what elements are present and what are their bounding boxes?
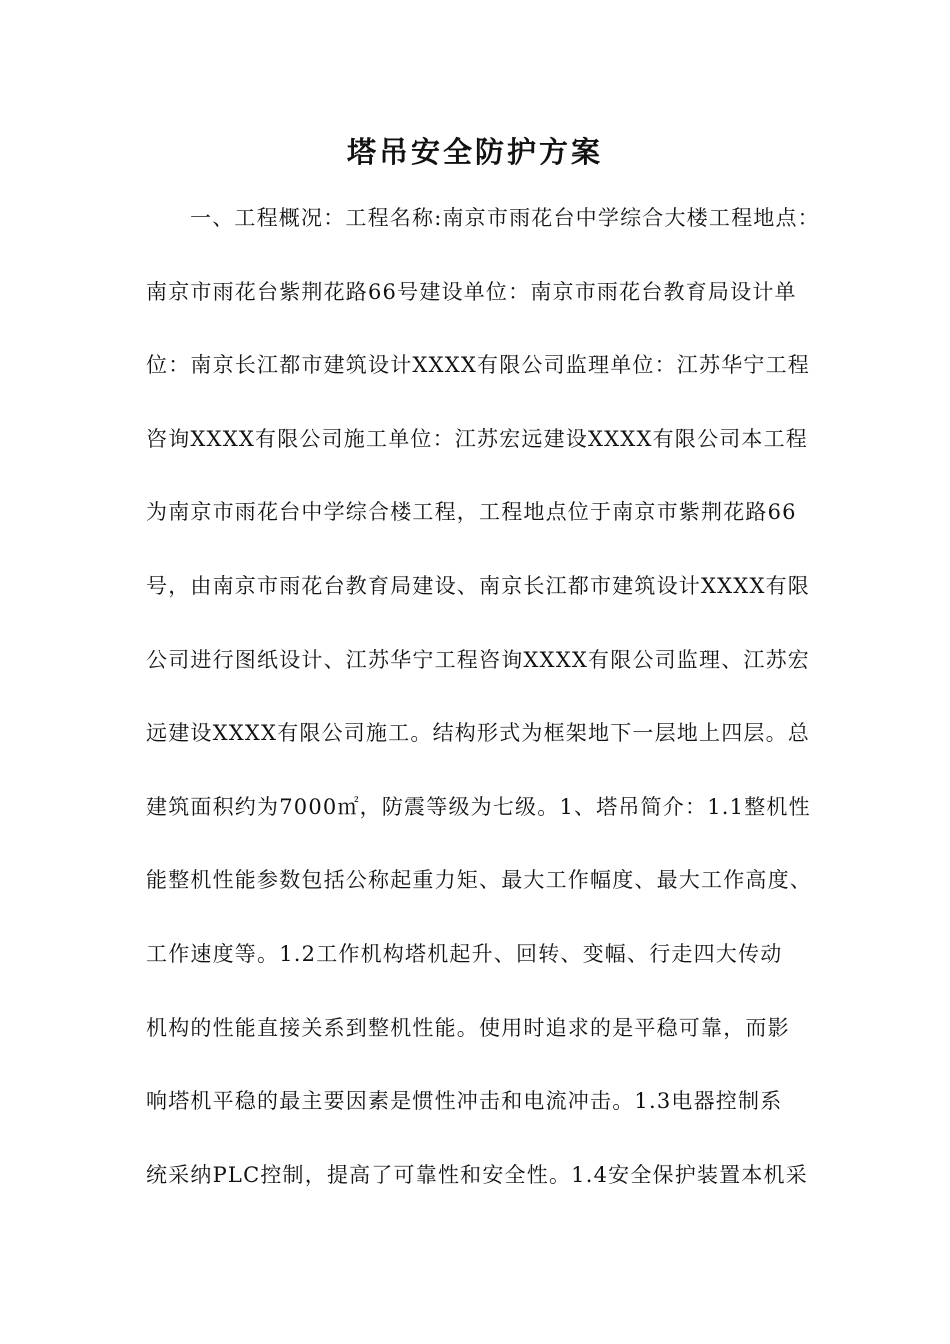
body-line: 南京市雨花台紫荆花路66号建设单位：南京市雨花台教育局设计单: [146, 279, 797, 304]
body-line: 能整机性能参数包括公称起重力矩、最大工作幅度、最大工作高度、: [146, 868, 812, 893]
body-line: 机构的性能直接关系到整机性能。使用时追求的是平稳可靠，而影: [146, 1015, 790, 1040]
body-line: 统采纳PLC控制，提高了可靠性和安全性。1.4安全保护装置本机采: [146, 1162, 808, 1187]
body-line: 公司进行图纸设计、江苏华宁工程咨询XXXX有限公司监理、江苏宏: [146, 647, 810, 672]
body-line: 位：南京长江都市建筑设计XXXX有限公司监理单位：江苏华宁工程: [146, 353, 810, 378]
body-line: 工作速度等。1.2工作机构塔机起升、回转、变幅、行走四大传动: [146, 941, 783, 966]
body-line: 号，由南京市雨花台教育局建设、南京长江都市建筑设计XXXX有限: [146, 573, 810, 598]
body-line: 建筑面积约为7000㎡，防震等级为七级。1、塔吊简介：1.1整机性: [146, 794, 811, 819]
body-line: 远建设XXXX有限公司施工。结构形式为框架地下一层地上四层。总: [146, 721, 810, 746]
body-line: 响塔机平稳的最主要因素是惯性冲击和电流冲击。1.3电器控制系: [146, 1089, 783, 1114]
document-title: 塔吊安全防护方案: [346, 135, 603, 169]
document-body: [146, 182, 826, 1212]
body-line: 一、工程概况：工程名称:南京市雨花台中学综合大楼工程地点：: [190, 206, 820, 230]
body-line: 咨询XXXX有限公司施工单位：江苏宏远建设XXXX有限公司本工程: [146, 426, 808, 451]
body-line: 为南京市雨花台中学综合楼工程，工程地点位于南京市紫荆花路66: [146, 500, 797, 525]
